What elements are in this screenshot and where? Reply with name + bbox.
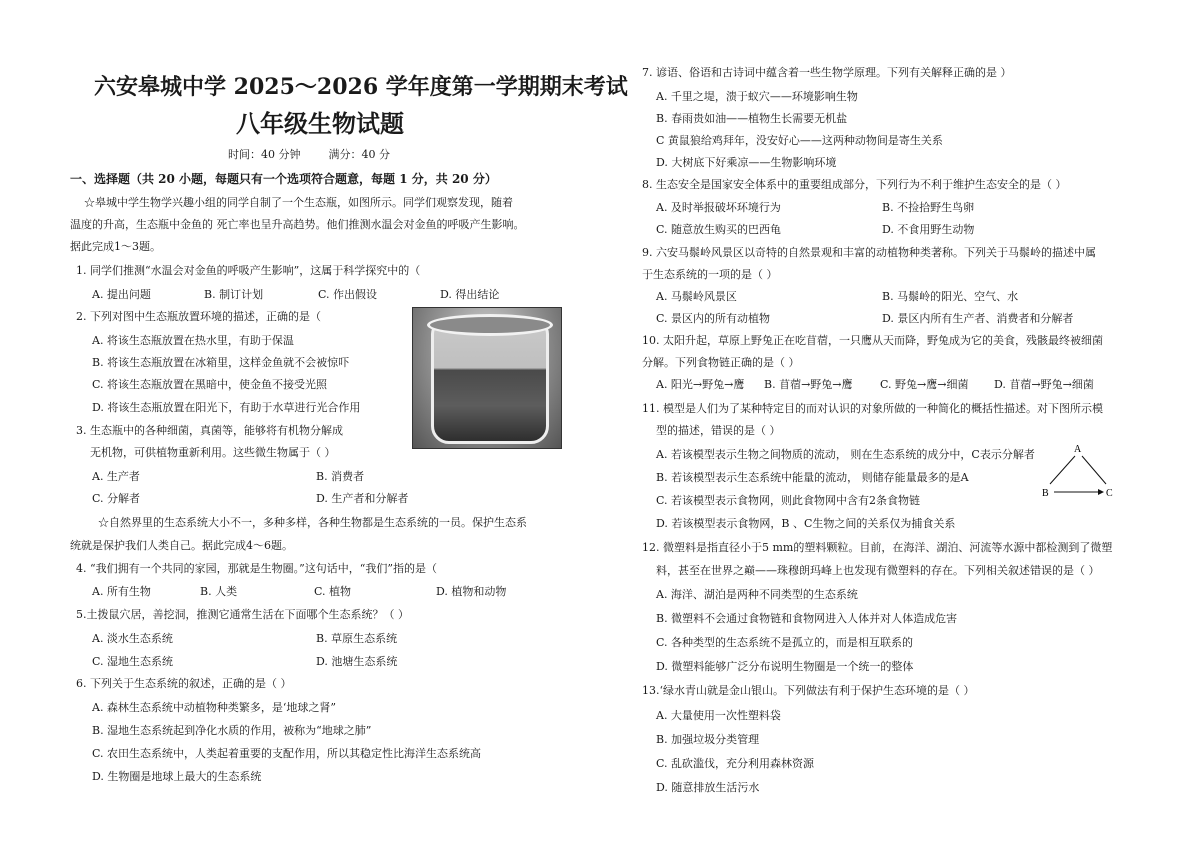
option: A. 若该模型表示生物之间物质的流动， 则在生态系统的成分中，C表示分解者: [656, 448, 1035, 461]
option: A. 淡水生态系统: [92, 632, 173, 645]
ecobottle-photo: [412, 307, 562, 449]
option: D. 大树底下好乘凉——生物影响环境: [656, 156, 837, 169]
question-stem: 10. 太阳升起，草原上野兔正在吃苜蓿，一只鹰从天而降，野兔成为它的美食，残骸最终被细菌: [642, 334, 1103, 347]
option: D. 若该模型表示食物网，B 、C生物之间的关系仅为捕食关系: [656, 517, 956, 530]
option: B. 将该生态瓶放置在冰箱里，这样金鱼就不会被惊吓: [92, 356, 350, 369]
option: C. 乱砍滥伐，充分利用森林资源: [656, 757, 815, 770]
option: A. 所有生物: [92, 585, 151, 598]
intro-line: 据此完成1～3题。: [70, 240, 161, 253]
option: D. 苜蓿→野兔→细菌: [994, 378, 1094, 391]
question-stem: 8. 生态安全是国家安全体系中的重要组成部分，下列行为不利于维护生态安全的是（ ）: [642, 178, 1067, 191]
option: B. 苜蓿→野兔→鹰: [764, 378, 853, 391]
option: C. 湿地生态系统: [92, 655, 174, 668]
option: D. 植物和动物: [436, 585, 507, 598]
option: A. 阳光→野兔→鹰: [656, 378, 745, 391]
question-stem: 12. 微塑料是指直径小于5 mm的塑料颗粒。目前，在海洋、湖泊、河流等水源中都检测到了微塑: [642, 541, 1113, 554]
question-stem: 9. 六安马鬃岭风景区以奇特的自然景观和丰富的动植物种类著称。下列关于马鬃岭的描述中属: [642, 246, 1096, 259]
option: B. 加强垃圾分类管理: [656, 733, 760, 746]
diagram-label-b: B: [1042, 488, 1049, 499]
option: C. 植物: [314, 585, 352, 598]
question-stem: 13.‘绿水青山就是金山银山。下列做法有利于保护生态环境的是（ ）: [642, 684, 975, 697]
diagram-label-a: A: [1074, 444, 1082, 455]
question-stem: 6. 下列关于生态系统的叙述，正确的是（ ）: [76, 677, 292, 690]
option: D. 生产者和分解者: [316, 492, 409, 505]
question-stem: 料，甚至在世界之巅——珠穆朗玛峰上也发现有微塑料的存在。下列相关叙述错误的是（ ）: [656, 564, 1100, 577]
option: C. 若该模型表示食物网，则此食物网中含有2条食物链: [656, 494, 921, 507]
option: C. 作出假设: [318, 288, 378, 301]
option: B. 马鬃岭的阳光、空气、水: [882, 290, 1019, 303]
question-stem: 4. “我们拥有一个共同的家园，那就是生物圈。”这句话中，“我们”指的是（: [76, 562, 437, 575]
intro-line: 温度的升高，生态瓶中金鱼的 死亡率也呈升高趋势。他们推测水温会对金鱼的呼吸产生影响。: [70, 218, 525, 231]
option: D. 微塑料能够广泛分布说明生物圈是一个统一的整体: [656, 660, 914, 673]
jar-lid: [427, 314, 553, 336]
option: A. 森林生态系统中动植物种类繁多，是‘地球之肾”: [92, 701, 337, 714]
diagram-label-c: C: [1106, 488, 1113, 499]
question-stem: 1. 同学们推测“水温会对金鱼的呼吸产生影响”，这属于科学探究中的（: [76, 264, 421, 277]
option: D. 得出结论: [440, 288, 500, 301]
option: A. 提出问题: [92, 288, 151, 301]
edge-a-c: [1082, 456, 1106, 484]
option: C. 分解者: [92, 492, 141, 505]
option: D. 池塘生态系统: [316, 655, 398, 668]
option: A. 千里之堤，溃于蚁穴——环境影响生物: [656, 90, 858, 103]
question-stem: 5.土拨鼠穴居，善挖洞，推测它通常生活在下面哪个生态系统？（ ）: [76, 608, 409, 621]
option: B. 微塑料不会通过食物链和食物网进入人体并对人体造成危害: [656, 612, 958, 625]
option: B. 春雨贵如油——植物生长需要无机盐: [656, 112, 848, 125]
question-stem: 7. 谚语、俗语和古诗词中蕴含着一些生物学原理。下列有关解释正确的是 ）: [642, 66, 1012, 79]
question-stem: 3. 生态瓶中的各种细菌，真菌等，能够将有机物分解成: [76, 424, 343, 437]
option: D. 将该生态瓶放置在阳光下，有助于水草进行光合作用: [92, 401, 361, 414]
option: D. 生物圈是地球上最大的生态系统: [92, 770, 262, 783]
option: C. 随意放生购买的巴西龟: [656, 223, 782, 236]
exam-subtitle: 八年级生物试题: [236, 109, 404, 138]
question-stem: 于生态系统的一项的是（ ）: [642, 268, 778, 281]
option: C. 农田生态系统中，人类起着重要的支配作用，所以其稳定性比海洋生态系统高: [92, 747, 482, 760]
option: A. 海洋、湖泊是两种不同类型的生态系统: [656, 588, 858, 601]
option: A. 及时举报破坏环境行为: [656, 201, 781, 214]
option: A. 大量使用一次性塑料袋: [656, 709, 781, 722]
right-column: [642, 0, 1130, 849]
option: B. 人类: [200, 585, 238, 598]
jar-shape: [431, 320, 549, 444]
option: D. 景区内所有生产者、消费者和分解者: [882, 312, 1074, 325]
option: C. 各种类型的生态系统不是孤立的，而是相互联系的: [656, 636, 914, 649]
option: C. 景区内的所有动植物: [656, 312, 771, 325]
left-column: [70, 0, 628, 849]
option: B. 制订计划: [204, 288, 264, 301]
option: D. 不食用野生动物: [882, 223, 975, 236]
arrowhead-c: [1098, 489, 1104, 495]
option: A. 生产者: [92, 470, 140, 483]
exam-title: 六安皋城中学 2025～2026 学年度第一学期期末考试: [94, 74, 628, 100]
option: A. 马鬃岭风景区: [656, 290, 737, 303]
abc-model-diagram: [1042, 440, 1114, 502]
question-stem: 分解。下列食物链正确的是（ ）: [642, 356, 800, 369]
option: B. 不捡拾野生鸟卵: [882, 201, 975, 214]
question-stem: 型的描述，错误的是（ ）: [656, 424, 781, 437]
section-heading: 一、选择题（共 20 小题，每题只有一个选项符合题意，每题 1 分，共 20 分）: [70, 172, 497, 186]
question-stem: 11. 模型是人们为了某种特定目的而对认识的对象所做的一种简化的概括性描述。对下图所示模: [642, 402, 1103, 415]
time-score: 时间：40 分钟 满分：40 分: [228, 148, 390, 161]
option: B. 消费者: [316, 470, 365, 483]
intro-line: ☆皋城中学生物学兴趣小组的同学自制了一个生态瓶，如图所示。同学们观察发现，随着: [84, 196, 513, 209]
question-stem: 2. 下列对图中生态瓶放置环境的描述，正确的是（: [76, 310, 321, 323]
option: B. 湿地生态系统起到净化水质的作用，被称为“地球之肺”: [92, 724, 372, 737]
intro-line: ☆自然界里的生态系统大小不一，多种多样，各种生物都是生态系统的一员。保护生态系: [98, 516, 527, 529]
option: C. 将该生态瓶放置在黑暗中，使金鱼不接受光照: [92, 378, 328, 391]
option: C. 野兔→鹰→细菌: [880, 378, 969, 391]
edge-a-b: [1050, 456, 1075, 484]
option: B. 若该模型表示生态系统中能量的流动， 则储存能量最多的是A: [656, 471, 969, 484]
option: A. 将该生态瓶放置在热水里，有助于保温: [92, 334, 294, 347]
intro-line: 统就是保护我们人类自己。据此完成4～6题。: [70, 539, 293, 552]
option: B. 草原生态系统: [316, 632, 398, 645]
option: C 黄鼠狼给鸡拜年，没安好心——这两种动物间是寄生关系: [656, 134, 943, 147]
option: D. 随意排放生活污水: [656, 781, 760, 794]
question-stem: 无机物，可供植物重新利用。这些微生物属于（ ）: [90, 446, 336, 459]
